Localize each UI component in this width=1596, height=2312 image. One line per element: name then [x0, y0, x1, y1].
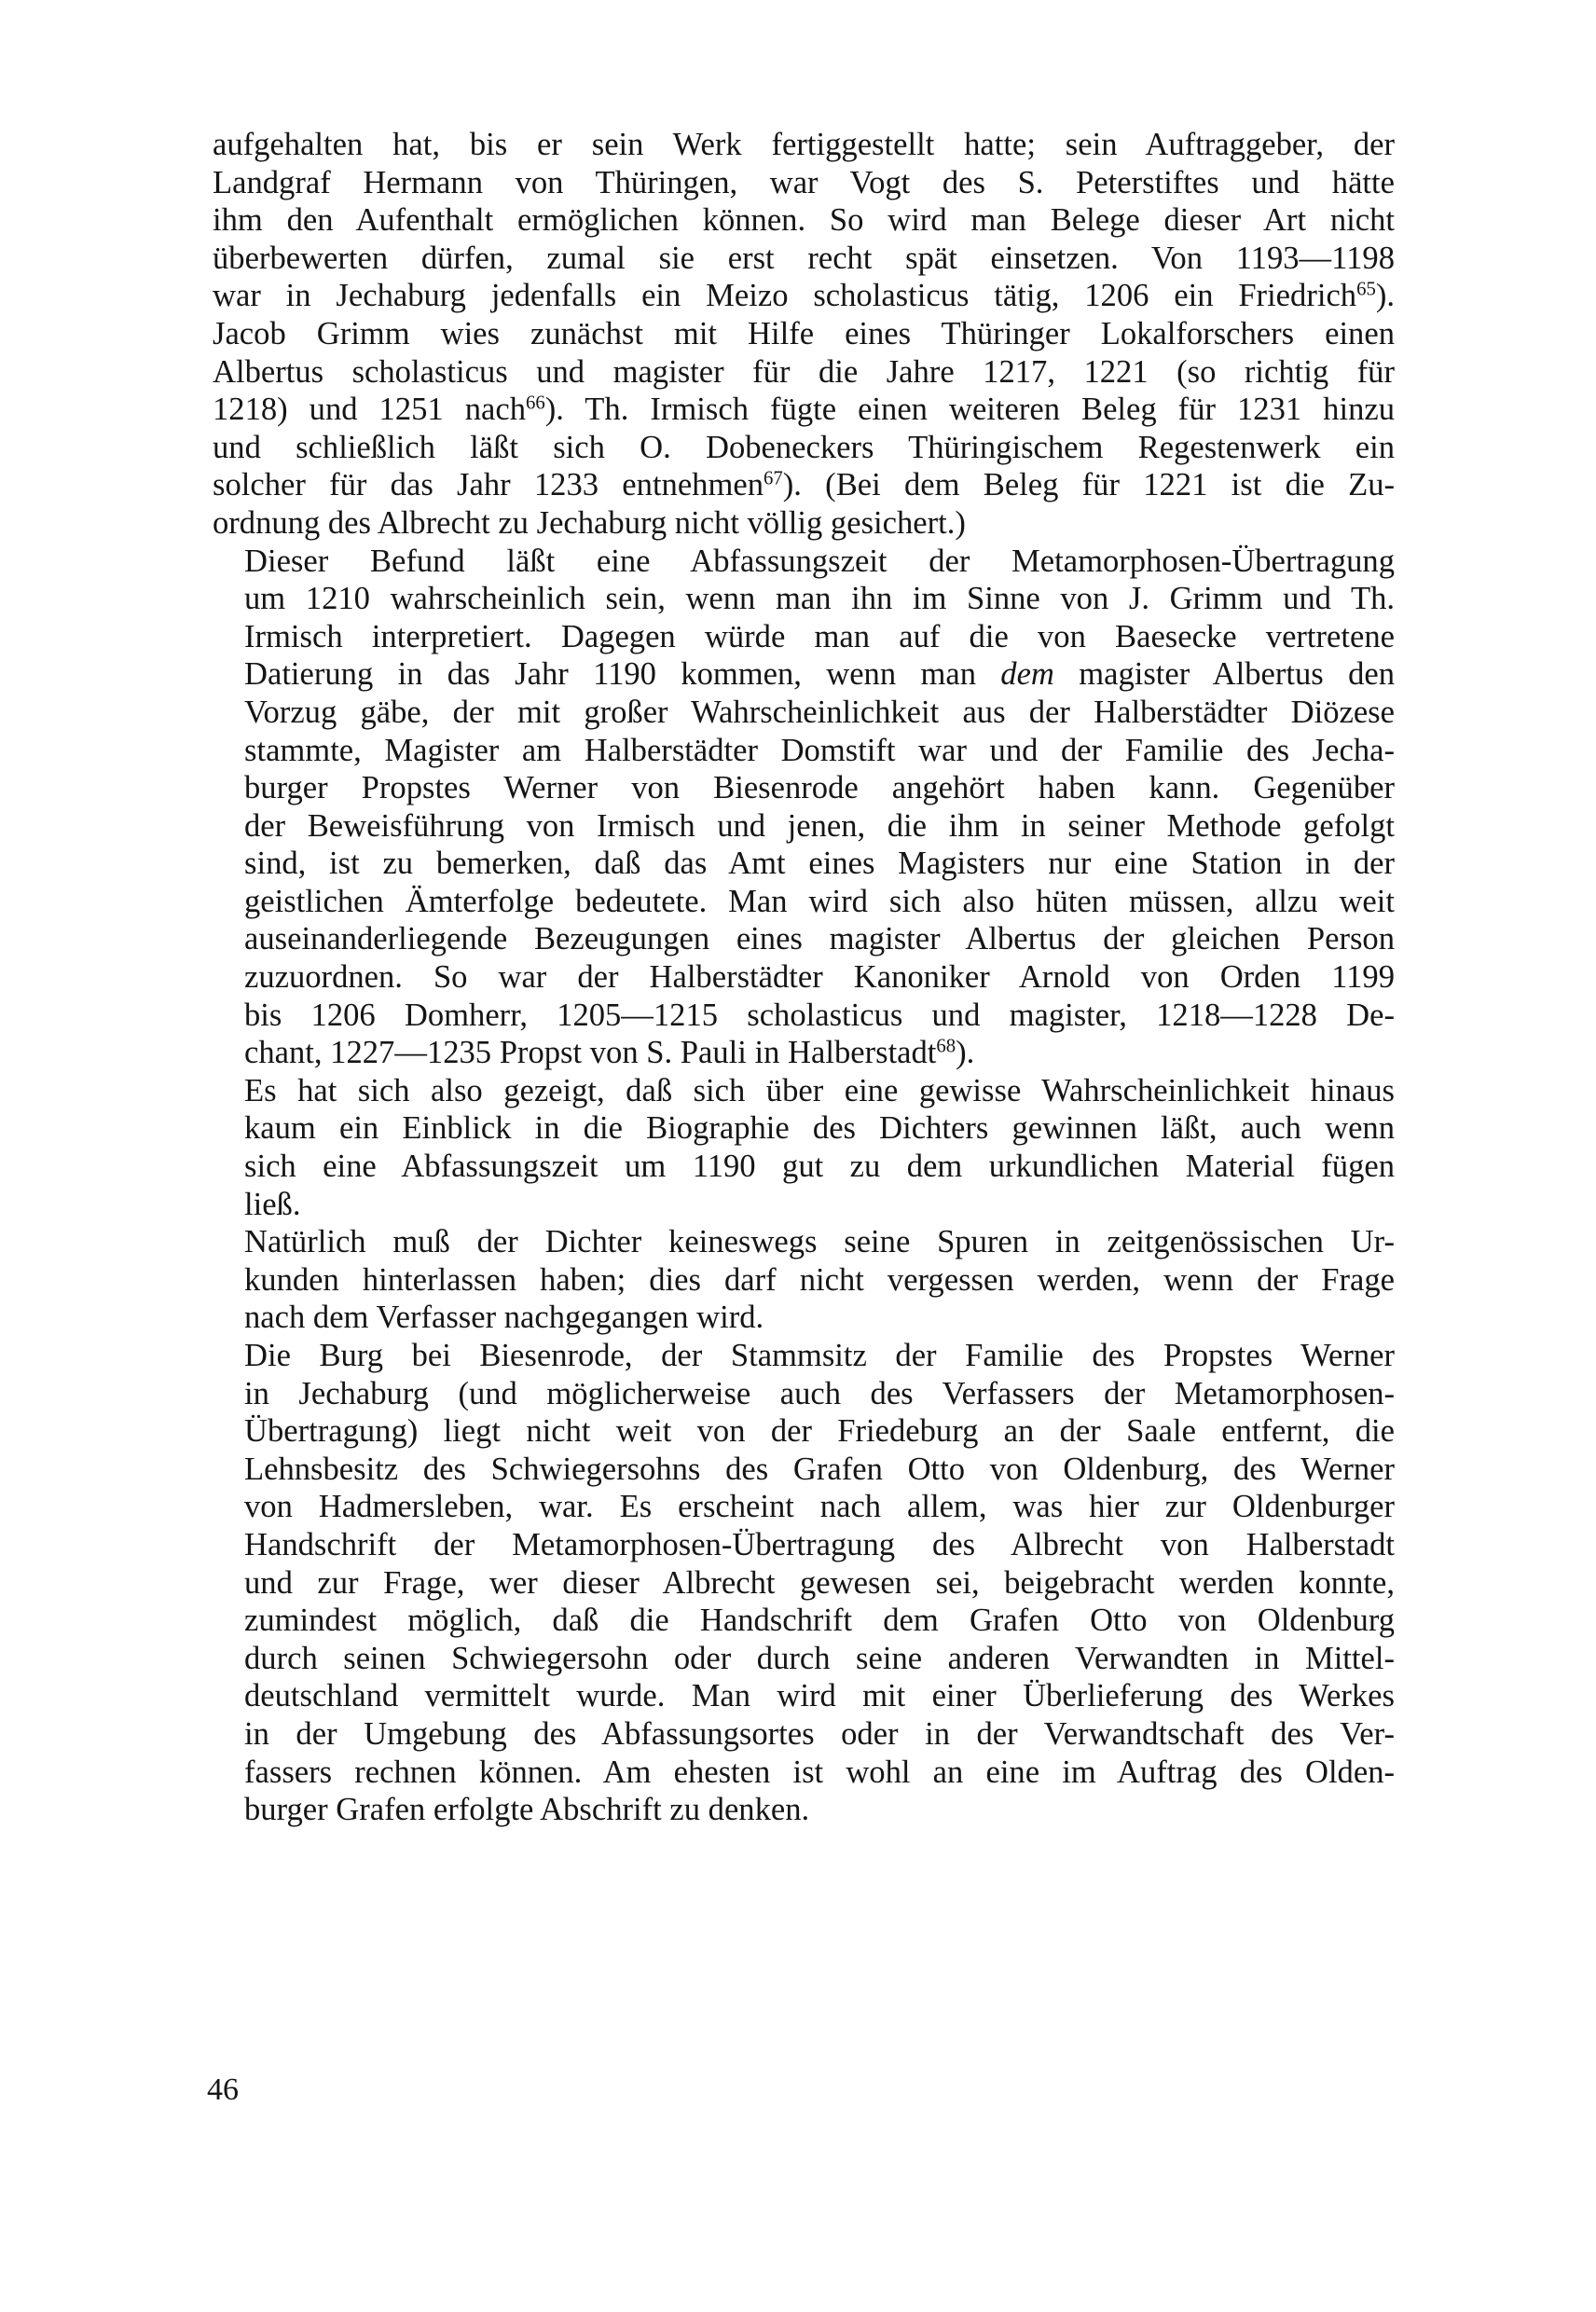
text-line: ihm den Aufenthalt ermöglichen können. So wird man Belege dieser Art nicht [213, 202, 1395, 239]
text-line: Die Burg bei Biesenrode, der Stammsitz der Familie des Propstes Werner [244, 1338, 1395, 1373]
text-fragment: magister Albertus den [1053, 656, 1395, 693]
text-line: in Jechaburg (und möglicherweise auch des Verfassers der Metamorphosen- [244, 1375, 1395, 1411]
text-line [213, 466, 1395, 504]
text-line: ließ. [244, 1186, 301, 1222]
footnote-ref-68: 68 [936, 1036, 956, 1057]
text-line: Albertus scholasticus und magister für die Jahre 1217, 1221 (so richtig für [213, 353, 1395, 390]
text-line: in der Umgebung des Abfassungsortes oder in der Verwandtschaft des Ver- [244, 1715, 1395, 1752]
text-line: Landgraf Hermann von Thüringen, war Vogt des S. Peterstiftes und hätte [213, 164, 1395, 200]
text-line: zumindest möglich, daß die Handschrift dem Grafen Otto von Oldenburg [244, 1603, 1395, 1639]
text-line: um 1210 wahrscheinlich sein, wenn man ihn im Sinne von J. Grimm und Th. [244, 581, 1395, 617]
text-line: zuzuordnen. So war der Halberstädter Kanoniker Arnold von Orden 1199 [244, 959, 1395, 996]
text-fragment: ). [956, 1035, 975, 1071]
text-fragment: ). [1375, 278, 1395, 314]
text-fragment: chant, 1227—1235 Propst von S. Pauli in Halberstadt [244, 1035, 937, 1071]
paragraph-5 [213, 1337, 1395, 1829]
text-fragment: war in Jechaburg jedenfalls ein Meizo scholasticus tätig, 1206 ein Friedrich [213, 278, 1357, 314]
text-line: Lehnsbesitz des Schwiegersohns des Grafen Otto von Oldenburg, des Werner [244, 1451, 1395, 1487]
text-line: sich eine Abfassungszeit um 1190 gut zu dem urkundlichen Material fügen [244, 1149, 1395, 1185]
text-line: bis 1206 Domherr, 1205—1215 scholasticus und magister, 1218—1228 De- [244, 997, 1395, 1033]
text-line: und schließlich läßt sich O. Dobeneckers Thüringischem Regestenwerk ein [213, 429, 1395, 465]
text-line: Jacob Grimm wies zunächst mit Hilfe eines Thüringer Lokalforschers einen [213, 315, 1395, 351]
text-line: burger Grafen erfolgte Abschrift zu denken. [244, 1792, 810, 1828]
text-line: und zur Frage, wer dieser Albrecht gewesen sei, beigebracht werden konnte, [244, 1564, 1395, 1601]
text-fragment: 1218) und 1251 nach [213, 392, 527, 428]
paragraph-4 [213, 1223, 1395, 1337]
emphasis-dem: dem [1000, 656, 1054, 693]
text-line: ordnung des Albrecht zu Jechaburg nicht völlig gesichert.) [213, 504, 966, 541]
text-line: Handschrift der Metamorphosen-Übertragung des Albrecht von Halberstadt [244, 1526, 1395, 1562]
text-line [213, 277, 1395, 315]
text-line: von Hadmersleben, war. Es erscheint nach allem, was hier zur Oldenburger [244, 1489, 1395, 1525]
text-fragment: Datierung in das Jahr 1190 kommen, wenn man [244, 656, 1001, 693]
footnote-ref-66: 66 [526, 392, 545, 414]
text-line [213, 1034, 1395, 1072]
text-line: Irmisch interpretiert. Dagegen würde man auf die von Baesecke vertretene [244, 618, 1395, 654]
text-line: stammte, Magister am Halberstädter Domstift war und der Familie des Jecha- [244, 732, 1395, 768]
text-line: kaum ein Einblick in die Biographie des Dichters gewinnen läßt, auch wenn [244, 1110, 1395, 1147]
text-line: kunden hinterlassen haben; dies darf nicht vergessen werden, wenn der Frage [244, 1261, 1395, 1298]
text-line: überbewerten dürfen, zumal sie erst recht spät einsetzen. Von 1193—1198 [213, 240, 1395, 276]
text-line: auseinanderliegende Bezeugungen eines magister Albertus der gleichen Person [244, 921, 1395, 957]
text-line: der Beweisführung von Irmisch und jenen, die ihm in seiner Methode gefolgt [244, 807, 1395, 844]
text-line: nach dem Verfasser nachgegangen wird. [244, 1300, 764, 1336]
text-line [213, 655, 1395, 694]
text-line: burger Propstes Werner von Biesenrode angehört haben kann. Gegenüber [244, 770, 1395, 806]
text-fragment: solcher für das Jahr 1233 entnehmen [213, 467, 764, 503]
text-fragment: ). Th. Irmisch fügte einen weiteren Beleg für 1231 hinzu [544, 392, 1395, 428]
text-line: sind, ist zu bemerken, daß das Amt eines Magisters nur eine Station in der [244, 846, 1395, 882]
page-number: 46 [207, 2072, 239, 2107]
text-line: Übertragung) liegt nicht weit von der Friedeburg an der Saale entfernt, die [244, 1413, 1395, 1450]
text-line [213, 391, 1395, 429]
text-line: deutschland vermittelt wurde. Man wird mit einer Überlieferung des Werkes [244, 1678, 1395, 1714]
footnote-ref-67: 67 [764, 468, 783, 489]
text-line: Vorzug gäbe, der mit großer Wahrscheinlichkeit aus der Halberstädter Diözese [244, 694, 1395, 730]
text-line: geistlichen Ämterfolge bedeutete. Man wird sich also hüten müssen, allzu weit [244, 883, 1395, 919]
text-line: Natürlich muß der Dichter keineswegs seine Spuren in zeitgenössischen Ur- [244, 1224, 1395, 1260]
text-line: Es hat sich also gezeigt, daß sich über eine gewisse Wahrscheinlichkeit hinaus [244, 1072, 1395, 1108]
text-line: fassers rechnen können. Am ehesten ist wohl an eine im Auftrag des Olden- [244, 1754, 1395, 1790]
text-line: durch seinen Schwiegersohn oder durch seine anderen Verwandten in Mittel- [244, 1640, 1395, 1676]
footnote-ref-65: 65 [1356, 279, 1376, 300]
paragraph-2 [213, 543, 1395, 1072]
paragraph-3 [213, 1072, 1395, 1223]
text-line: Dieser Befund läßt eine Abfassungszeit der Metamorphosen-Übertragung [244, 543, 1395, 579]
paragraph-1 [213, 126, 1395, 543]
body-text [213, 126, 1395, 1829]
text-line: aufgehalten hat, bis er sein Werk fertiggestellt hatte; sein Auftraggeber, der [213, 127, 1395, 162]
text-fragment: ). (Bei dem Beleg für 1221 ist die Zu- [782, 467, 1395, 503]
